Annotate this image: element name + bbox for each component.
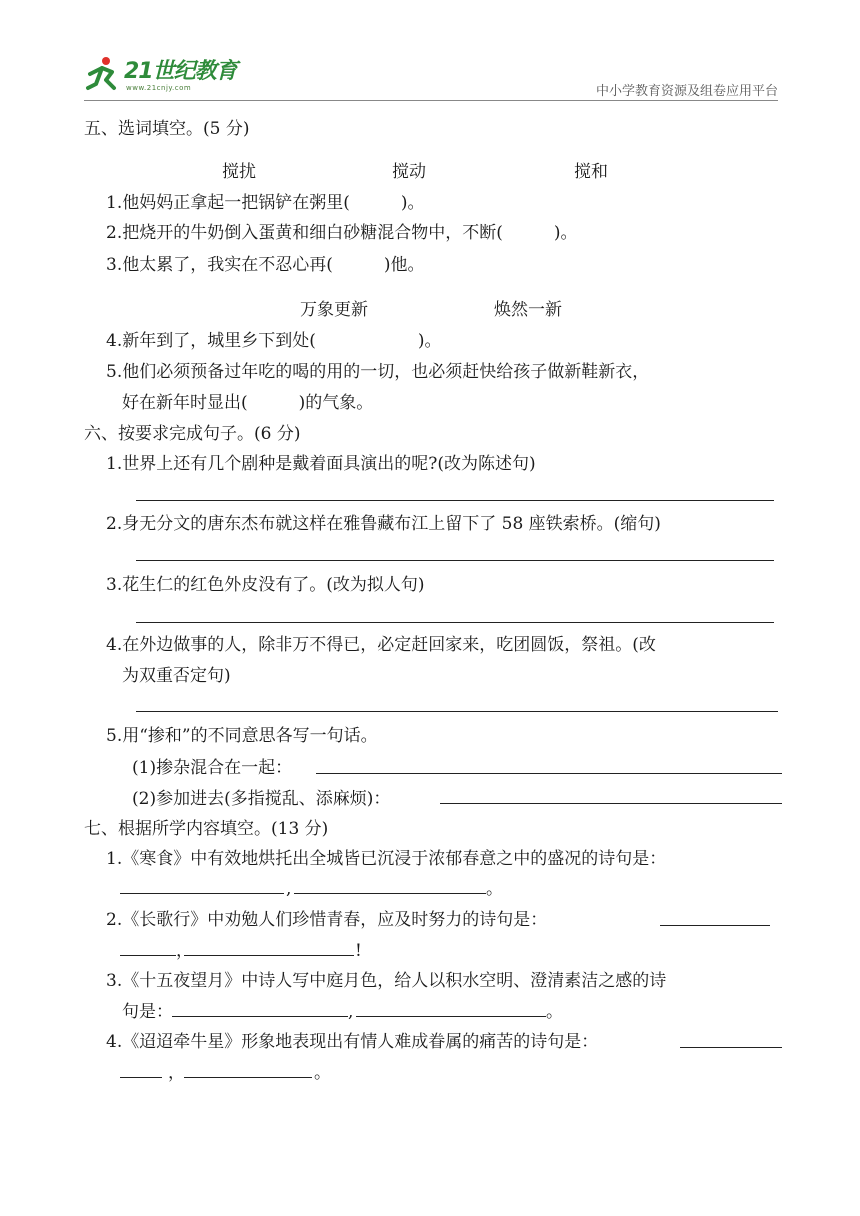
answer-line[interactable] — [136, 711, 778, 712]
separator: , — [348, 1002, 354, 1022]
sentence-end: 。 — [314, 1063, 331, 1083]
answer-line[interactable] — [120, 893, 284, 894]
s7-question-2-line1: 2.《长歌行》中劝勉人们珍惜青春，应及时努力的诗句是： — [106, 910, 548, 930]
header-divider — [84, 100, 778, 101]
answer-line[interactable] — [120, 955, 176, 956]
separator: , — [286, 879, 292, 899]
s5-question-2: 2.把烧开的牛奶倒入蛋黄和细白砂糖混合物中，不断( )。 — [106, 223, 578, 243]
runner-logo-icon — [84, 54, 124, 94]
word-option-2: 搅动 — [392, 162, 426, 182]
s6-question-5b: (2)参加进去(多指搅乱、添麻烦)： — [132, 789, 391, 809]
answer-line[interactable] — [172, 1016, 348, 1017]
s6-question-5a: (1)掺杂混合在一起： — [132, 758, 293, 778]
s7-question-1-line1: 1.《寒食》中有效地烘托出全城皆已沉浸于浓郁春意之中的盛况的诗句是： — [106, 849, 667, 869]
s5-question-5-line1: 5.他们必须预备过年吃的喝的用的一切，也必须赶快给孩子做新鞋新衣， — [106, 362, 650, 382]
separator: ， — [168, 1063, 185, 1083]
logo-text: 21世纪教育 — [124, 59, 237, 84]
section5-title: 五、选词填空。(5 分) — [84, 119, 250, 139]
word-option-5: 焕然一新 — [494, 300, 562, 320]
answer-line[interactable] — [184, 1077, 312, 1078]
s5-question-5-line2: 好在新年时显出( )的气象。 — [122, 393, 374, 413]
answer-line[interactable] — [356, 1016, 546, 1017]
s6-question-2: 2.身无分文的唐东杰布就这样在雅鲁藏布江上留下了 58 座铁索桥。(缩句) — [106, 514, 661, 534]
s7-question-4-line1: 4.《迢迢牵牛星》形象地表现出有情人难成眷属的痛苦的诗句是： — [106, 1032, 599, 1052]
word-option-4: 万象更新 — [300, 300, 368, 320]
answer-line[interactable] — [316, 773, 782, 774]
s6-question-5: 5.用“掺和”的不同意思各写一句话。 — [106, 726, 378, 746]
s6-question-4-line2: 为双重否定句) — [122, 666, 231, 686]
section6-title: 六、按要求完成句子。(6 分) — [84, 424, 301, 444]
answer-line[interactable] — [184, 955, 354, 956]
s5-question-1: 1.他妈妈正拿起一把锅铲在粥里( )。 — [106, 193, 425, 213]
sentence-end: 。 — [546, 1002, 563, 1022]
logo — [84, 54, 264, 104]
answer-line[interactable] — [680, 1047, 782, 1048]
s6-question-1: 1.世界上还有几个剧种是戴着面具演出的呢?(改为陈述句) — [106, 454, 536, 474]
s5-question-4: 4.新年到了，城里乡下到处( )。 — [106, 331, 442, 351]
s5-question-3: 3.他太累了，我实在不忍心再( )他。 — [106, 255, 425, 275]
sentence-end: 。 — [486, 879, 503, 899]
answer-line[interactable] — [120, 1077, 162, 1078]
word-option-1: 搅扰 — [222, 162, 256, 182]
answer-line[interactable] — [136, 500, 774, 501]
s7-question-3-line2: 句是： — [122, 1002, 173, 1022]
answer-line[interactable] — [294, 893, 486, 894]
s6-question-3: 3.花生仁的红色外皮没有了。(改为拟人句) — [106, 575, 425, 595]
sentence-end: ! — [355, 941, 362, 961]
s7-question-3-line1: 3.《十五夜望月》中诗人写中庭月色，给人以积水空明、澄清素洁之感的诗 — [106, 971, 667, 991]
word-option-3: 搅和 — [574, 162, 608, 182]
answer-line[interactable] — [136, 560, 774, 561]
section7-title: 七、根据所学内容填空。(13 分) — [84, 819, 329, 839]
logo-url: www.21cnjy.com — [126, 84, 192, 92]
answer-line[interactable] — [440, 803, 782, 804]
separator: ， — [176, 941, 193, 961]
answer-line[interactable] — [136, 622, 774, 623]
platform-name: 中小学教育资源及组卷应用平台 — [595, 84, 778, 99]
answer-line[interactable] — [660, 925, 770, 926]
s6-question-4-line1: 4.在外边做事的人，除非万不得已，必定赶回家来，吃团圆饭，祭祖。(改 — [106, 635, 656, 655]
